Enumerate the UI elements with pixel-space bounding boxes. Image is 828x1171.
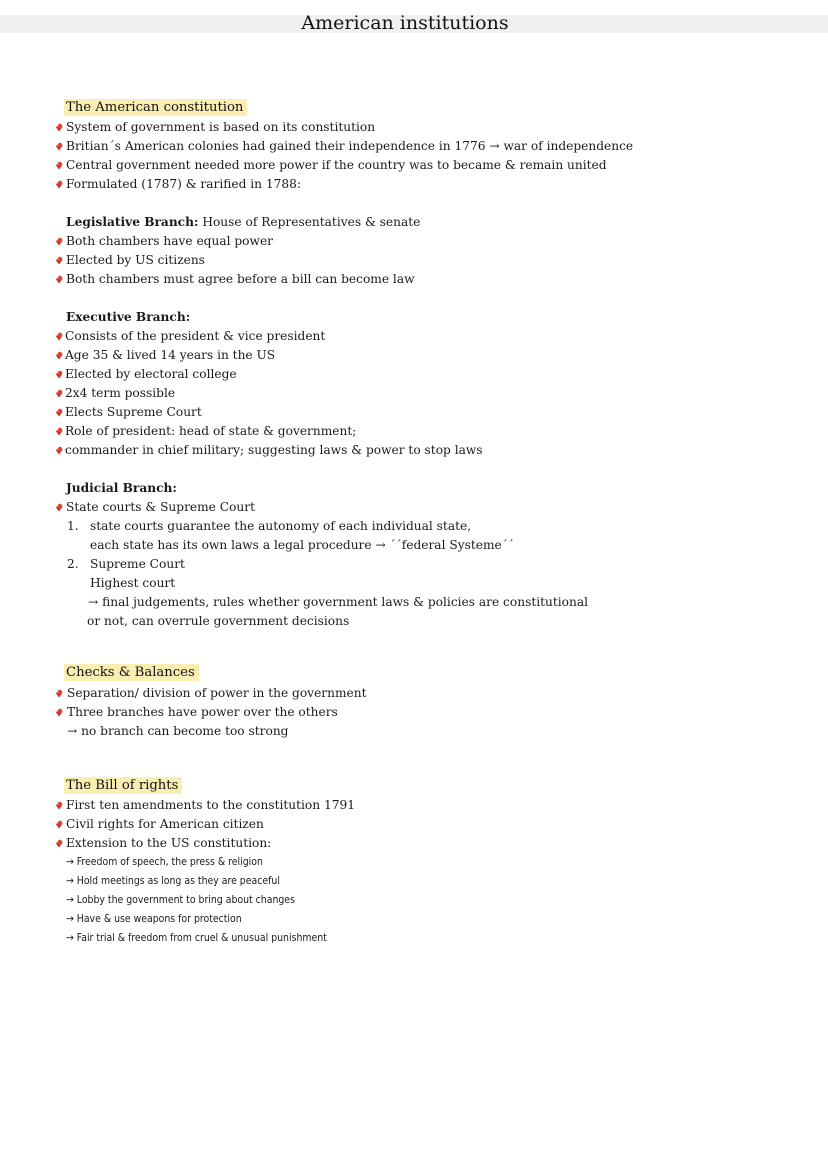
list-number: 1. [67, 519, 79, 533]
judicial-point: each state has its own laws a legal procedure → ´´federal Systeme´´ [90, 538, 514, 552]
bullet-icon [55, 389, 64, 398]
executive-item: Role of president: head of state & government; [65, 424, 357, 438]
constitution-item: Britian´s American colonies had gained their independence in 1776 → war of independence [66, 139, 634, 153]
bullet-icon [55, 123, 64, 132]
judicial-label: Judicial Branch: [66, 481, 177, 495]
legislative-heading [66, 214, 420, 230]
page-title: American institutions [301, 12, 509, 34]
section-heading-constitution: The American constitution [64, 99, 247, 116]
bullet-icon [55, 332, 64, 341]
bill-sub-item: → Lobby the government to bring about changes [66, 894, 295, 906]
bullet-icon [55, 161, 64, 170]
constitution-item: System of government is based on its constitution [66, 120, 376, 134]
bullet-icon [55, 427, 64, 436]
executive-item: Elected by electoral college [65, 367, 237, 381]
bullet-icon [55, 801, 64, 810]
judicial-point: state courts guarantee the autonomy of each individual state, [90, 519, 472, 533]
bill-sub-item: → Freedom of speech, the press & religion [66, 856, 263, 868]
bill-item: Extension to the US constitution: [66, 836, 272, 850]
judicial-point: Highest court [90, 576, 176, 590]
judicial-item: State courts & Supreme Court [66, 500, 256, 514]
bill-item: First ten amendments to the constitution 1791 [66, 798, 355, 812]
checks-item: Three branches have power over the others [67, 705, 338, 719]
judicial-point: → final judgements, rules whether government laws & policies are constitutional [88, 595, 589, 609]
executive-item: Age 35 & lived 14 years in the US [65, 348, 276, 362]
checks-note: → no branch can become too strong [67, 724, 289, 738]
executive-item: Elects Supreme Court [65, 405, 202, 419]
section-heading-checks: Checks & Balances [64, 664, 199, 681]
bullet-icon [55, 256, 64, 265]
bullet-icon [55, 370, 64, 379]
bullet-icon [55, 446, 64, 455]
checks-item: Separation/ division of power in the government [67, 686, 367, 700]
bullet-icon [55, 142, 64, 151]
bullet-icon [55, 180, 64, 189]
bullet-icon [55, 275, 64, 284]
legislative-item: Both chambers have equal power [66, 234, 273, 248]
executive-item: commander in chief military; suggesting laws & power to stop laws [65, 443, 483, 457]
bullet-icon [55, 820, 64, 829]
bullet-icon [55, 689, 64, 698]
executive-label: Executive Branch: [66, 310, 191, 324]
bullet-icon [55, 503, 64, 512]
constitution-item: Central government needed more power if the country was to became & remain united [66, 158, 607, 172]
constitution-item: Formulated (1787) & rarified in 1788: [66, 177, 302, 191]
bullet-icon [55, 839, 64, 848]
list-number: 2. [67, 557, 79, 571]
legislative-item: Both chambers must agree before a bill can become law [66, 272, 415, 286]
bill-item: Civil rights for American citizen [66, 817, 264, 831]
judicial-point: Supreme Court [90, 557, 185, 571]
bullet-icon [55, 708, 64, 717]
bullet-icon [55, 351, 64, 360]
bullet-icon [55, 408, 64, 417]
legislative-item: Elected by US citizens [66, 253, 205, 267]
judicial-point: or not, can overrule government decisions [87, 614, 350, 628]
bill-sub-item: → Hold meetings as long as they are peaceful [66, 875, 280, 887]
executive-item: Consists of the president & vice president [65, 329, 326, 343]
executive-item: 2x4 term possible [65, 386, 176, 400]
legislative-label: Legislative Branch: [66, 215, 199, 229]
bill-sub-item: → Fair trial & freedom from cruel & unusual punishment [66, 932, 327, 944]
legislative-desc: House of Representatives & senate [198, 215, 421, 229]
bill-sub-item: → Have & use weapons for protection [66, 913, 242, 925]
section-heading-bill: The Bill of rights [64, 777, 182, 794]
bullet-icon [55, 237, 64, 246]
